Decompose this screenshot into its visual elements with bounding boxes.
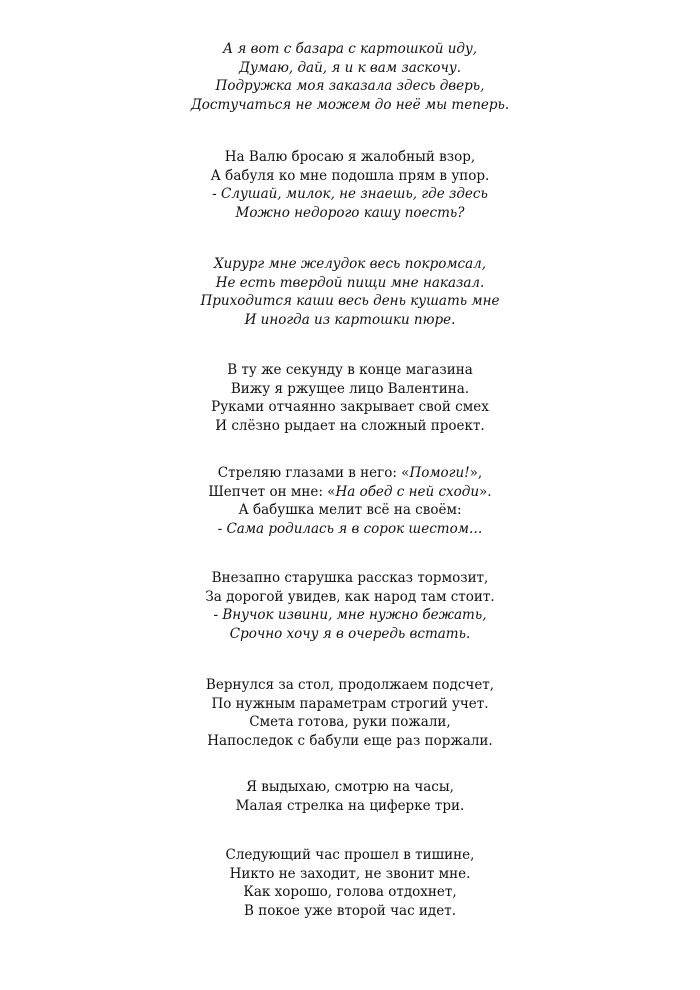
poem-line: - Сама родилась я в сорок шестом… xyxy=(217,520,483,537)
poem-line: В ту же секунду в конце магазина xyxy=(227,362,473,378)
poem-text: Шепчет он мне: « xyxy=(208,483,336,500)
poem-line: Хирург мне желудок весь покромсал, xyxy=(213,256,487,272)
poem-line: И иногда из картошки пюре. xyxy=(244,311,456,328)
poem-line: Смета готова, руки пожали, xyxy=(249,714,451,731)
poem-text: Стреляю глазами в него: « xyxy=(217,465,410,481)
poem-line: Никто не заходит, не звонит мне. xyxy=(229,865,471,882)
poem-text: ». xyxy=(479,483,492,500)
poem-line: Следующий час прошел в тишине, xyxy=(225,847,475,863)
stanza-4 xyxy=(0,361,700,435)
stanza-1 xyxy=(0,40,700,114)
poem-line: А я вот с базара с картошкой иду, xyxy=(222,41,478,57)
poem-line: - Слушай, милок, не знаешь, где здесь xyxy=(212,186,488,203)
poem-line: Срочно хочу я в очередь встать. xyxy=(229,625,471,642)
poem-text: », xyxy=(469,465,483,481)
poem-line: Не есть твердой пищи мне наказал. xyxy=(215,274,485,291)
poem-line: Вижу я ржущее лицо Валентина. xyxy=(230,380,470,397)
poem-line: По нужным параметрам строгий учет. xyxy=(211,695,489,712)
stanza-5 xyxy=(0,464,700,538)
poem-line: На Валю бросаю я жалобный взор, xyxy=(224,149,476,165)
stanza-7 xyxy=(0,676,700,750)
poem-line: - Внучок извини, мне нужно бежать, xyxy=(213,607,487,624)
poem-line: Напоследок с бабули еще раз поржали. xyxy=(207,732,493,749)
poem-line: Вернулся за стол, продолжаем подсчет, xyxy=(205,677,495,693)
stanza-2 xyxy=(0,148,700,222)
poem-line: В покое уже второй час идет. xyxy=(244,902,456,919)
poem-line: Подружка моя заказала здесь дверь, xyxy=(215,78,485,95)
stanza-6 xyxy=(0,569,700,643)
poem-line: Достучаться не можем до неё мы теперь. xyxy=(190,96,510,113)
poem-line: А бабуля ко мне подошла прям в упор. xyxy=(210,167,490,184)
poem-line: Как хорошо, голова отдохнет, xyxy=(243,884,457,901)
poem-line: За дорогой увидев, как народ там стоит. xyxy=(205,588,495,605)
poem-line: Я выдыхаю, смотрю на часы, xyxy=(246,779,454,795)
poem-line: Приходится каши весь день кушать мне xyxy=(200,293,500,310)
poem-line: А бабушка мелит всё на своём: xyxy=(238,502,462,519)
poem-line: И слёзно рыдает на сложный проект. xyxy=(215,417,485,434)
poem-line: Думаю, дай, я и к вам заскочу. xyxy=(238,59,462,76)
poem-line: Внезапно старушка рассказ тормозит, xyxy=(211,570,489,586)
poem-line: Можно недорого кашу поесть? xyxy=(235,204,465,221)
stanza-9 xyxy=(0,846,700,920)
poem-line: Малая стрелка на циферке три. xyxy=(235,797,465,814)
stanza-8 xyxy=(0,778,700,815)
stanza-3 xyxy=(0,255,700,329)
poem-quote: Помоги! xyxy=(409,465,470,481)
poem-line: Руками отчаянно закрывает свой смех xyxy=(211,399,489,416)
poem-quote: На обед с ней сходи xyxy=(335,483,480,500)
poem-line xyxy=(0,483,700,502)
poem-line xyxy=(0,464,700,483)
